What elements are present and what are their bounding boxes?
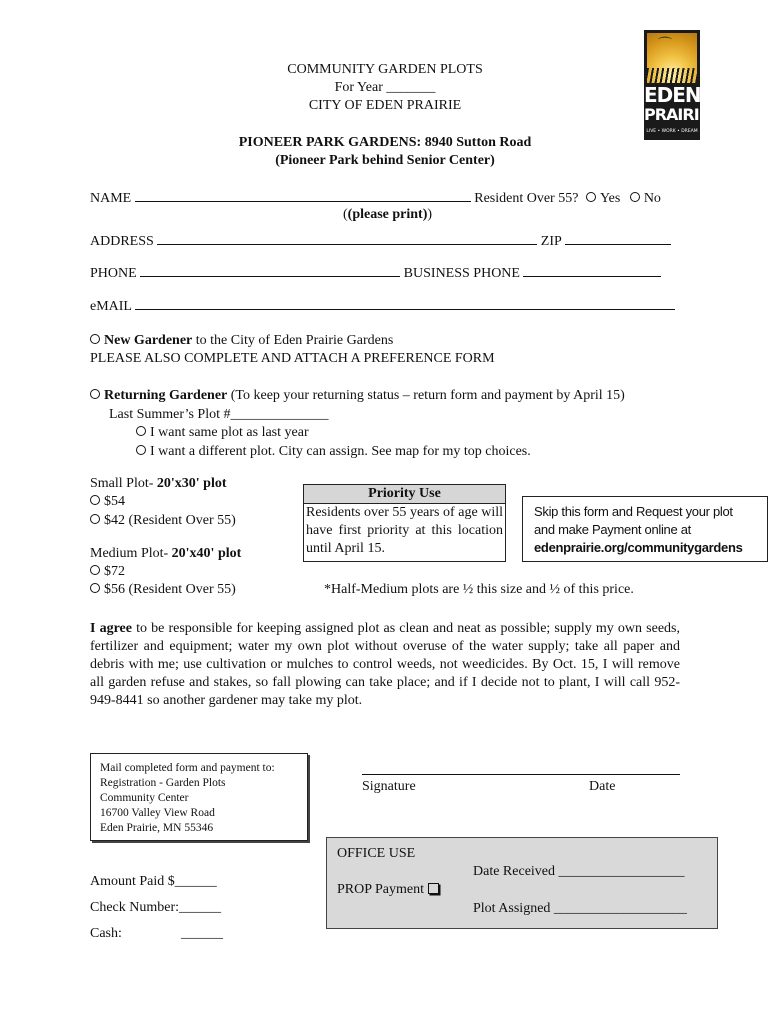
- please-print-hint: ((please print)): [343, 207, 433, 222]
- signature-line[interactable]: [362, 774, 680, 775]
- amount-paid-field[interactable]: Amount Paid $______: [90, 874, 217, 889]
- signature-label: Signature: [362, 779, 416, 794]
- resident-yes-radio[interactable]: [586, 192, 596, 202]
- different-plot-radio[interactable]: [136, 445, 146, 455]
- plot-assigned-field[interactable]: Plot Assigned ___________________: [473, 901, 687, 916]
- office-use-title: OFFICE USE: [337, 846, 416, 861]
- small-plot-42-radio[interactable]: [90, 514, 100, 524]
- medium-plot-price: $72: [104, 564, 125, 579]
- new-gardener-label: New Gardener: [104, 333, 193, 348]
- date-label: Date: [589, 779, 616, 794]
- agreement-text: to be responsible for keeping assigned plot as clean and neat as possible; supply my own seeds, fertilizer and equipment; water my own plot without overuse of the water supply; take all paper and debris with me; use cultivation or mulches to control weeds, not weedicides. By Oct. 15, I will remove all garden refuse and stakes, so fall plowing can take place; and if I decide not to plant, I will call 952-949-8441 so another gardener may take my plot.: [90, 621, 680, 708]
- medium-plot-72-radio[interactable]: [90, 565, 100, 575]
- yes-label: Yes: [599, 191, 621, 206]
- eden-prairie-logo: [644, 30, 709, 140]
- new-gardener-radio[interactable]: [90, 334, 100, 344]
- new-gardener-text: to the City of Eden Prairie Gardens: [192, 333, 394, 348]
- please-print-text: (please print): [347, 207, 428, 222]
- small-plot-price-option: [90, 493, 125, 511]
- online-request-line2: and make Payment online at: [534, 522, 691, 537]
- phone-label: PHONE: [90, 266, 137, 281]
- address-label: ADDRESS: [90, 234, 154, 249]
- small-plot-label: Small Plot-: [90, 476, 157, 491]
- medium-plot-price-option: [90, 563, 125, 581]
- different-plot-option: [136, 443, 531, 461]
- name-field[interactable]: [135, 188, 471, 202]
- business-phone-label: BUSINESS PHONE: [403, 266, 520, 281]
- same-plot-option: [136, 424, 309, 442]
- cash-label: Cash:: [90, 926, 122, 941]
- new-gardener-option: [90, 332, 393, 350]
- medium-plot-size: 20'x40' plot: [171, 546, 242, 561]
- prop-payment-checkbox[interactable]: [428, 883, 439, 894]
- returning-gardener-label: Returning Gardener: [104, 388, 228, 403]
- agreement-lead: I agree: [90, 621, 132, 636]
- year-line: For Year _______: [334, 80, 436, 95]
- resident-over-55-label: Resident Over 55?: [474, 191, 579, 206]
- small-plot-senior-option: [90, 512, 236, 530]
- online-request-link[interactable]: edenprairie.org/communitygardens: [534, 540, 743, 555]
- phone-field[interactable]: [140, 263, 400, 277]
- returning-gardener-radio[interactable]: [90, 389, 100, 399]
- priority-use-box: [303, 484, 506, 562]
- address-field[interactable]: [157, 231, 537, 245]
- preference-form-note: PLEASE ALSO COMPLETE AND ATTACH A PREFERENCE FORM: [90, 351, 495, 366]
- zip-field[interactable]: [565, 231, 671, 245]
- mail-street: 16700 Valley View Road: [100, 807, 215, 819]
- mail-building: Community Center: [100, 792, 189, 804]
- prop-payment-label: PROP Payment: [337, 882, 424, 897]
- bird-icon: ⌒: [658, 38, 672, 53]
- different-plot-label: I want a different plot. City can assign. See map for my top choices.: [150, 444, 531, 459]
- logo-grass-graphic: [647, 68, 697, 83]
- logo-tagline: LIVE • WORK • DREAM: [646, 129, 698, 134]
- small-plot-54-radio[interactable]: [90, 495, 100, 505]
- medium-plot-senior-option: [90, 581, 236, 599]
- address-row: [90, 231, 671, 251]
- location-title: PIONEER PARK GARDENS: 8940 Sutton Road: [238, 135, 532, 150]
- online-request-box: [522, 496, 768, 562]
- medium-plot-heading: [90, 545, 241, 563]
- resident-no-radio[interactable]: [630, 192, 640, 202]
- email-row: [90, 296, 675, 316]
- logo-word-eden: EDEN: [644, 83, 701, 107]
- small-plot-senior-price: $42 (Resident Over 55): [104, 513, 236, 528]
- email-field[interactable]: [135, 296, 675, 310]
- mail-recipient: Registration - Garden Plots: [100, 777, 226, 789]
- business-phone-field[interactable]: [523, 263, 661, 277]
- priority-use-text: Residents over 55 years of age will have first priority at this location until April 15.: [306, 505, 503, 556]
- city-name: CITY OF EDEN PRAIRIE: [308, 98, 462, 113]
- small-plot-price: $54: [104, 494, 125, 509]
- last-plot-field[interactable]: Last Summer’s Plot #______________: [109, 407, 329, 422]
- office-use-box: [326, 837, 718, 929]
- half-medium-note: *Half-Medium plots are ½ this size and ½ of this price.: [324, 582, 634, 597]
- name-label: NAME: [90, 191, 132, 206]
- email-label: eMAIL: [90, 299, 132, 314]
- date-received-field[interactable]: Date Received __________________: [473, 864, 685, 879]
- online-request-line1: Skip this form and Request your plot: [534, 504, 733, 519]
- form-title: COMMUNITY GARDEN PLOTS: [287, 62, 483, 77]
- agreement-paragraph: [90, 620, 680, 710]
- mail-instructions: Mail completed form and payment to:: [100, 762, 275, 774]
- medium-plot-label: Medium Plot-: [90, 546, 172, 561]
- returning-gardener-option: [90, 387, 625, 405]
- no-label: No: [643, 191, 661, 206]
- same-plot-label: I want same plot as last year: [150, 425, 309, 440]
- mail-city: Eden Prairie, MN 55346: [100, 822, 214, 834]
- zip-label: ZIP: [540, 234, 562, 249]
- prop-payment-row: [337, 881, 439, 899]
- small-plot-size: 20'x30' plot: [156, 476, 227, 491]
- cash-field[interactable]: ______: [181, 926, 223, 941]
- logo-word-prairie: PRAIRIE: [644, 105, 709, 124]
- name-row: [90, 188, 661, 208]
- mailing-address-box: [90, 753, 308, 841]
- check-number-field[interactable]: Check Number:______: [90, 900, 222, 915]
- priority-use-title: Priority Use: [304, 485, 505, 504]
- medium-plot-56-radio[interactable]: [90, 583, 100, 593]
- small-plot-heading: [90, 475, 227, 493]
- phone-row: [90, 263, 661, 283]
- same-plot-radio[interactable]: [136, 426, 146, 436]
- returning-gardener-text: (To keep your returning status – return form and payment by April 15): [227, 388, 625, 403]
- medium-plot-senior-price: $56 (Resident Over 55): [104, 582, 236, 597]
- location-subtitle: (Pioneer Park behind Senior Center): [275, 153, 495, 168]
